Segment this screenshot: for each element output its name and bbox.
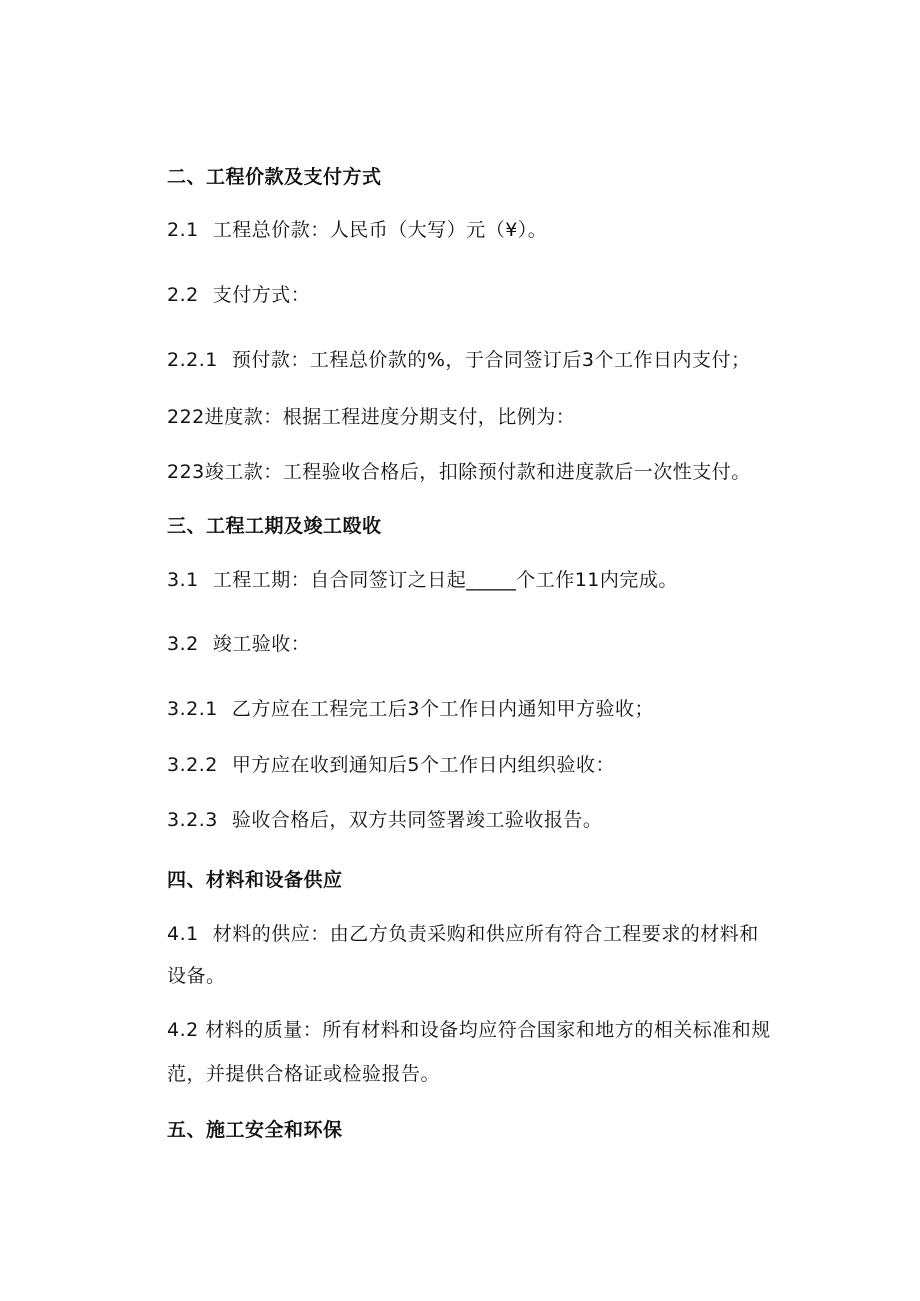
clause-3-2-text: 竣工验收： xyxy=(212,633,311,655)
clause-3-2-1-number: 3.2.1 xyxy=(167,698,218,720)
clause-3-2-3 xyxy=(167,808,602,832)
clause-4-2-line-2: 范，并提供合格证或检验报告。 xyxy=(167,1063,441,1085)
clause-3-2-2 xyxy=(167,753,615,777)
clause-3-1 xyxy=(167,568,678,592)
clause-3-1-text: 工程工期：自合同签订之日起_____个工作11内完成。 xyxy=(212,569,678,591)
clause-2-1-text: 工程总价款：人民币（大写）元（¥）。 xyxy=(212,219,548,241)
clause-3-1-number: 3.1 xyxy=(167,569,199,591)
clause-2-2-number: 2.2 xyxy=(167,284,199,306)
clause-4-1-number: 4.1 xyxy=(167,923,199,945)
clause-3-2-3-number: 3.2.3 xyxy=(167,809,218,831)
clause-2-1-number: 2.1 xyxy=(167,219,199,241)
clause-4-1-text: 材料的供应：由乙方负责采购和供应所有符合工程要求的材料和 xyxy=(212,923,759,945)
clause-4-1 xyxy=(167,922,759,946)
clause-2-2 xyxy=(167,283,310,307)
clause-3-2-1 xyxy=(167,697,654,721)
section-2-heading: 二、工程价款及支付方式 xyxy=(167,166,382,188)
clause-3-2-3-text: 验收合格后，双方共同签署竣工验收报告。 xyxy=(231,809,603,831)
clause-2-2-3: 223竣工款：工程验收合格后，扣除预付款和进度款后一次性支付。 xyxy=(167,461,751,483)
section-5-heading: 五、施工安全和环保 xyxy=(167,1119,343,1141)
clause-2-2-text: 支付方式： xyxy=(212,284,311,306)
clause-2-2-1-text: 预付款：工程总价款的%，于合同签订后3个工作日内支付； xyxy=(231,349,751,371)
section-4-heading: 四、材料和设备供应 xyxy=(167,869,343,891)
clause-2-2-1-number: 2.2.1 xyxy=(167,349,218,371)
clause-3-2 xyxy=(167,632,310,656)
clause-3-2-2-number: 3.2.2 xyxy=(167,754,218,776)
section-3-heading: 三、工程工期及竣工殴收 xyxy=(167,515,382,537)
clause-4-1-continuation: 设备。 xyxy=(167,965,226,987)
clause-3-2-2-text: 甲方应在收到通知后5个工作日内组织验收： xyxy=(231,754,615,776)
clause-3-2-number: 3.2 xyxy=(167,633,199,655)
clause-2-2-1 xyxy=(167,348,751,372)
clause-4-2-line-1: 4.2 材料的质量：所有材料和设备均应符合国家和地方的相关标准和规 xyxy=(167,1019,771,1041)
clause-2-1 xyxy=(167,218,547,242)
clause-3-2-1-text: 乙方应在工程完工后3个工作日内通知甲方验收； xyxy=(231,698,654,720)
clause-2-2-2: 222进度款：根据工程进度分期支付，比例为： xyxy=(167,406,576,428)
